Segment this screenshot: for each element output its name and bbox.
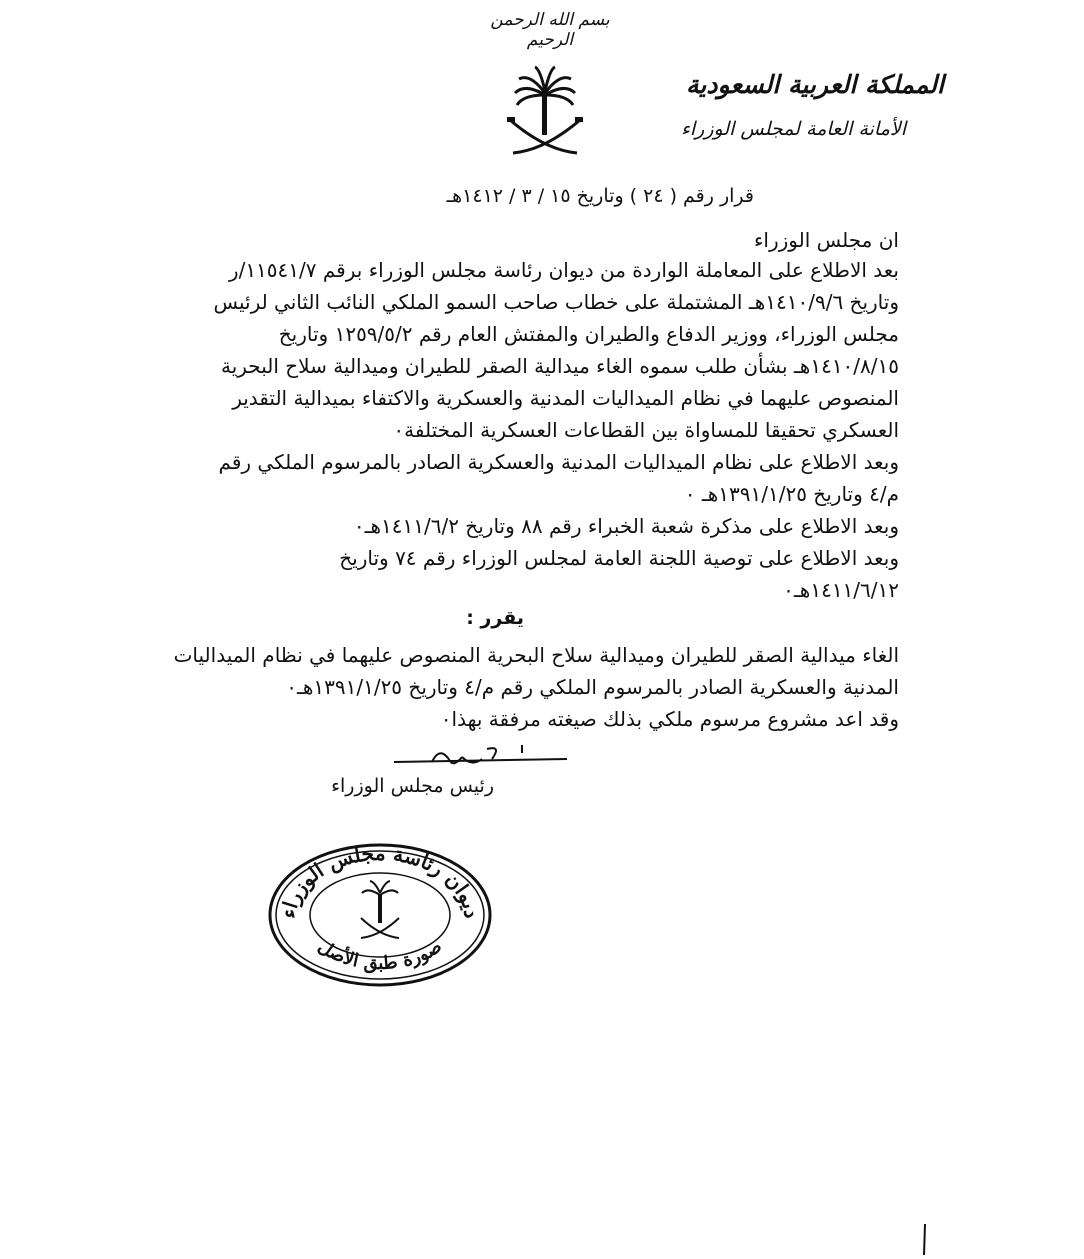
body-line: وبعد الاطلاع على مذكرة شعبة الخبراء رقم ٨٨ وتاريخ ١٤١١/٦/٢هـ٠ [353,514,899,538]
secretariat-header: الأمانة العامة لمجلس الوزراء [680,118,906,140]
seal-bottom-text: صورة طبق الأصل [314,935,446,975]
resolution-number: قرار رقم ( ٢٤ ) وتاريخ ١٥ / ٣ / ١٤١٢هـ [446,185,754,207]
decision-line: المدنية والعسكرية الصادر بالمرسوم الملكي رقم م/٤ وتاريخ ١٣٩١/١/٢٥هـ٠ [286,675,899,699]
body-line: مجلس الوزراء، ووزير الدفاع والطيران والمفتش العام رقم ١٢٥٩/٥/٢ وتاريخ [278,322,899,346]
seal-emblem-icon [361,881,399,938]
body-line: م/٤ وتاريخ ١٣٩١/١/٢٥هـ ٠ [684,482,899,506]
signature-title: رئيس مجلس الوزراء [331,775,494,797]
decision-line: وقد اعد مشروع مرسوم ملكي بذلك صيغته مرفقة بهذا٠ [440,707,899,731]
decision-line: الغاء ميدالية الصقر للطيران وميدالية سلاح البحرية المنصوص عليهما في نظام الميداليات [173,643,899,667]
body-line: المنصوص عليهما في نظام الميداليات المدنية والعسكرية والاكتفاء بميدالية التقدير [232,386,899,410]
body-line: وبعد الاطلاع على نظام الميداليات المدنية والعسكرية الصادر بالمرسوم الملكي رقم [218,450,899,474]
saudi-emblem-icon [505,65,585,164]
kingdom-header: المملكة العربية السعودية [685,70,944,99]
body-line: ان مجلس الوزراء [754,228,899,252]
page-edge-mark [920,1222,930,1259]
body-line: ١٤١١/٦/١٢هـ٠ [783,578,899,602]
svg-text:صورة طبق الأصل [314,936,446,974]
seal-top-text: ديوان رئاسة مجلس الوزراء [275,840,485,920]
body-line: وتاريخ ١٤١٠/٩/٦هـ المشتملة على خطاب صاحب السمو الملكي النائب الثاني لرئيس [213,290,899,314]
body-line: وبعد الاطلاع على توصية اللجنة العامة لمجلس الوزراء رقم ٧٤ وتاريخ [339,546,899,570]
body-line: بعد الاطلاع على المعاملة الواردة من ديوان رئاسة مجلس الوزراء برقم ١١٥٤١/٧/ر [228,258,899,282]
body-line: العسكري تحقيقا للمساواة بين القطاعات العسكرية المختلفة٠ [393,418,899,442]
basmala: بسم الله الرحمن الرحيم [490,10,610,50]
body-line: ١٤١٠/٨/١٥هـ بشأن طلب سموه الغاء ميدالية الصقر للطيران وميدالية سلاح البحرية [220,354,899,378]
decides-heading: يقرر : [466,607,524,629]
official-seal [265,840,495,994]
